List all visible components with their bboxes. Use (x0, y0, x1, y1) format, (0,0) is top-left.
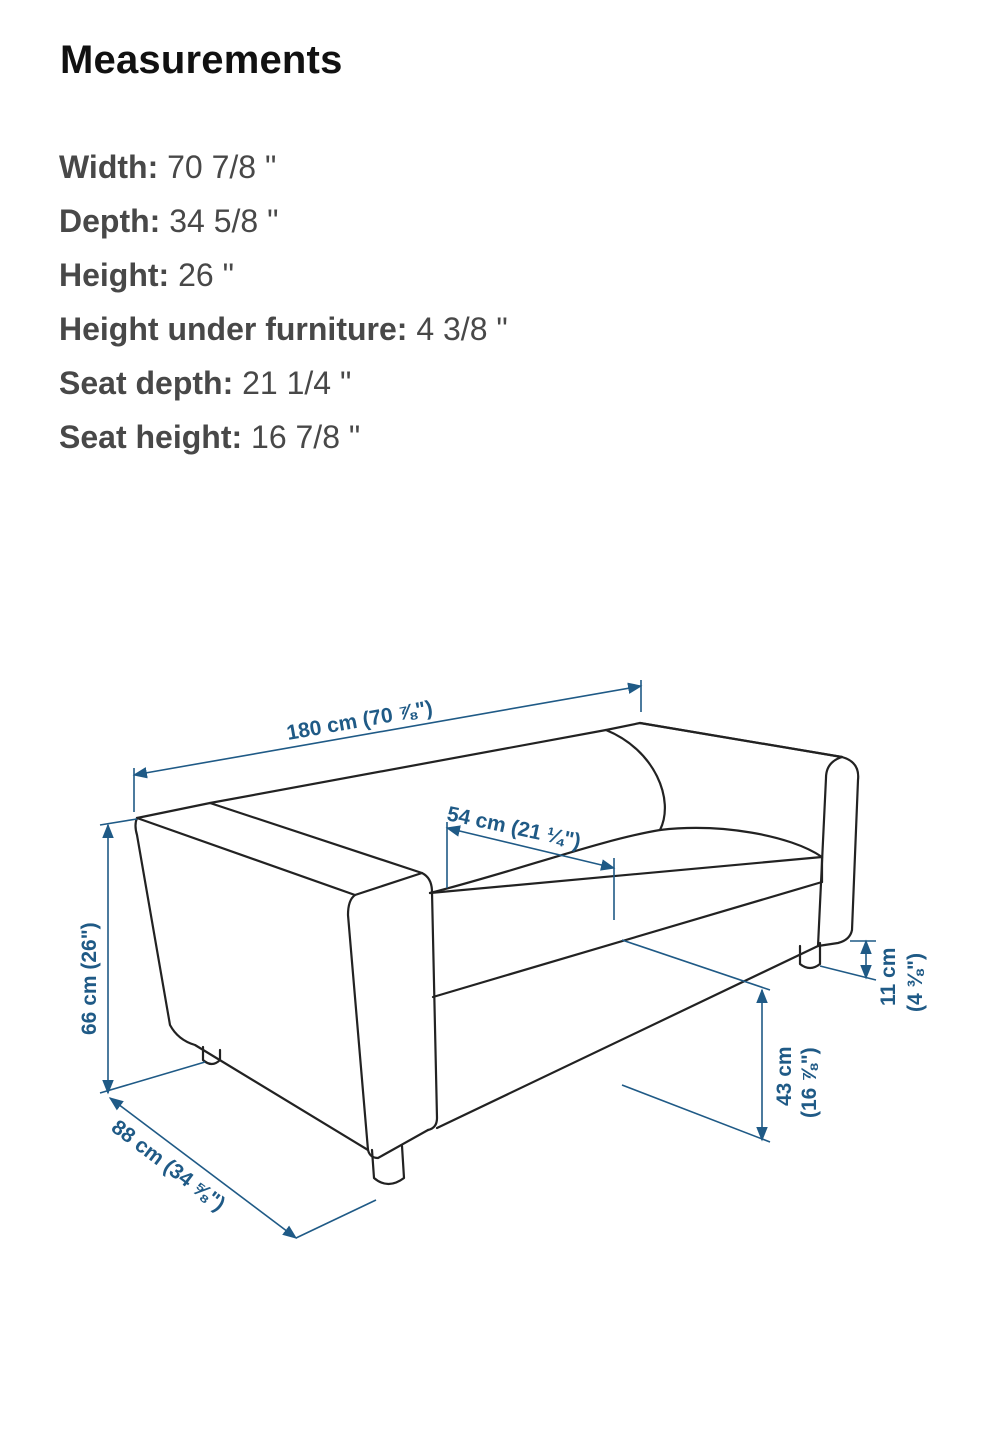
measurement-width (59, 140, 508, 194)
seat-height-in-label: (16 ⅞") (798, 1047, 821, 1118)
measurement-label: Height under furniture: (59, 311, 408, 347)
measurement-value: 70 7/8 " (167, 149, 277, 185)
sofa-illustration (136, 723, 859, 1184)
dimension-lines (100, 680, 876, 1238)
measurement-label: Height: (59, 257, 170, 293)
measurement-value: 34 5/8 " (169, 203, 279, 239)
sofa-dimension-diagram (0, 660, 1001, 1260)
seat-height-cm-label: 43 cm (773, 1046, 796, 1106)
measurement-seat-depth (59, 356, 508, 410)
page-title: Measurements (60, 38, 343, 82)
measurement-height-under-furniture (59, 302, 508, 356)
measurement-label: Width: (59, 149, 159, 185)
measurement-label: Seat depth: (59, 365, 234, 401)
measurement-label: Depth: (59, 203, 161, 239)
measurements-list (59, 140, 508, 464)
seat-depth-dimension-label: 54 cm (21 ¼") (444, 802, 583, 854)
width-dimension-label: 180 cm (70 ⅞") (284, 696, 435, 745)
measurement-depth (59, 194, 508, 248)
measurement-value: 16 7/8 " (251, 419, 361, 455)
measurement-value: 26 " (178, 257, 234, 293)
measurement-value: 21 1/4 " (242, 365, 352, 401)
leg-height-in-label: (4 ⅜") (904, 953, 927, 1012)
depth-dimension-label: 88 cm (34 ⅝") (106, 1115, 230, 1216)
measurement-label: Seat height: (59, 419, 243, 455)
leg-height-cm-label: 11 cm (877, 947, 900, 1006)
height-dimension-label: 66 cm (26") (78, 922, 101, 1035)
measurement-value: 4 3/8 " (416, 311, 508, 347)
measurement-seat-height (59, 410, 508, 464)
measurement-height (59, 248, 508, 302)
